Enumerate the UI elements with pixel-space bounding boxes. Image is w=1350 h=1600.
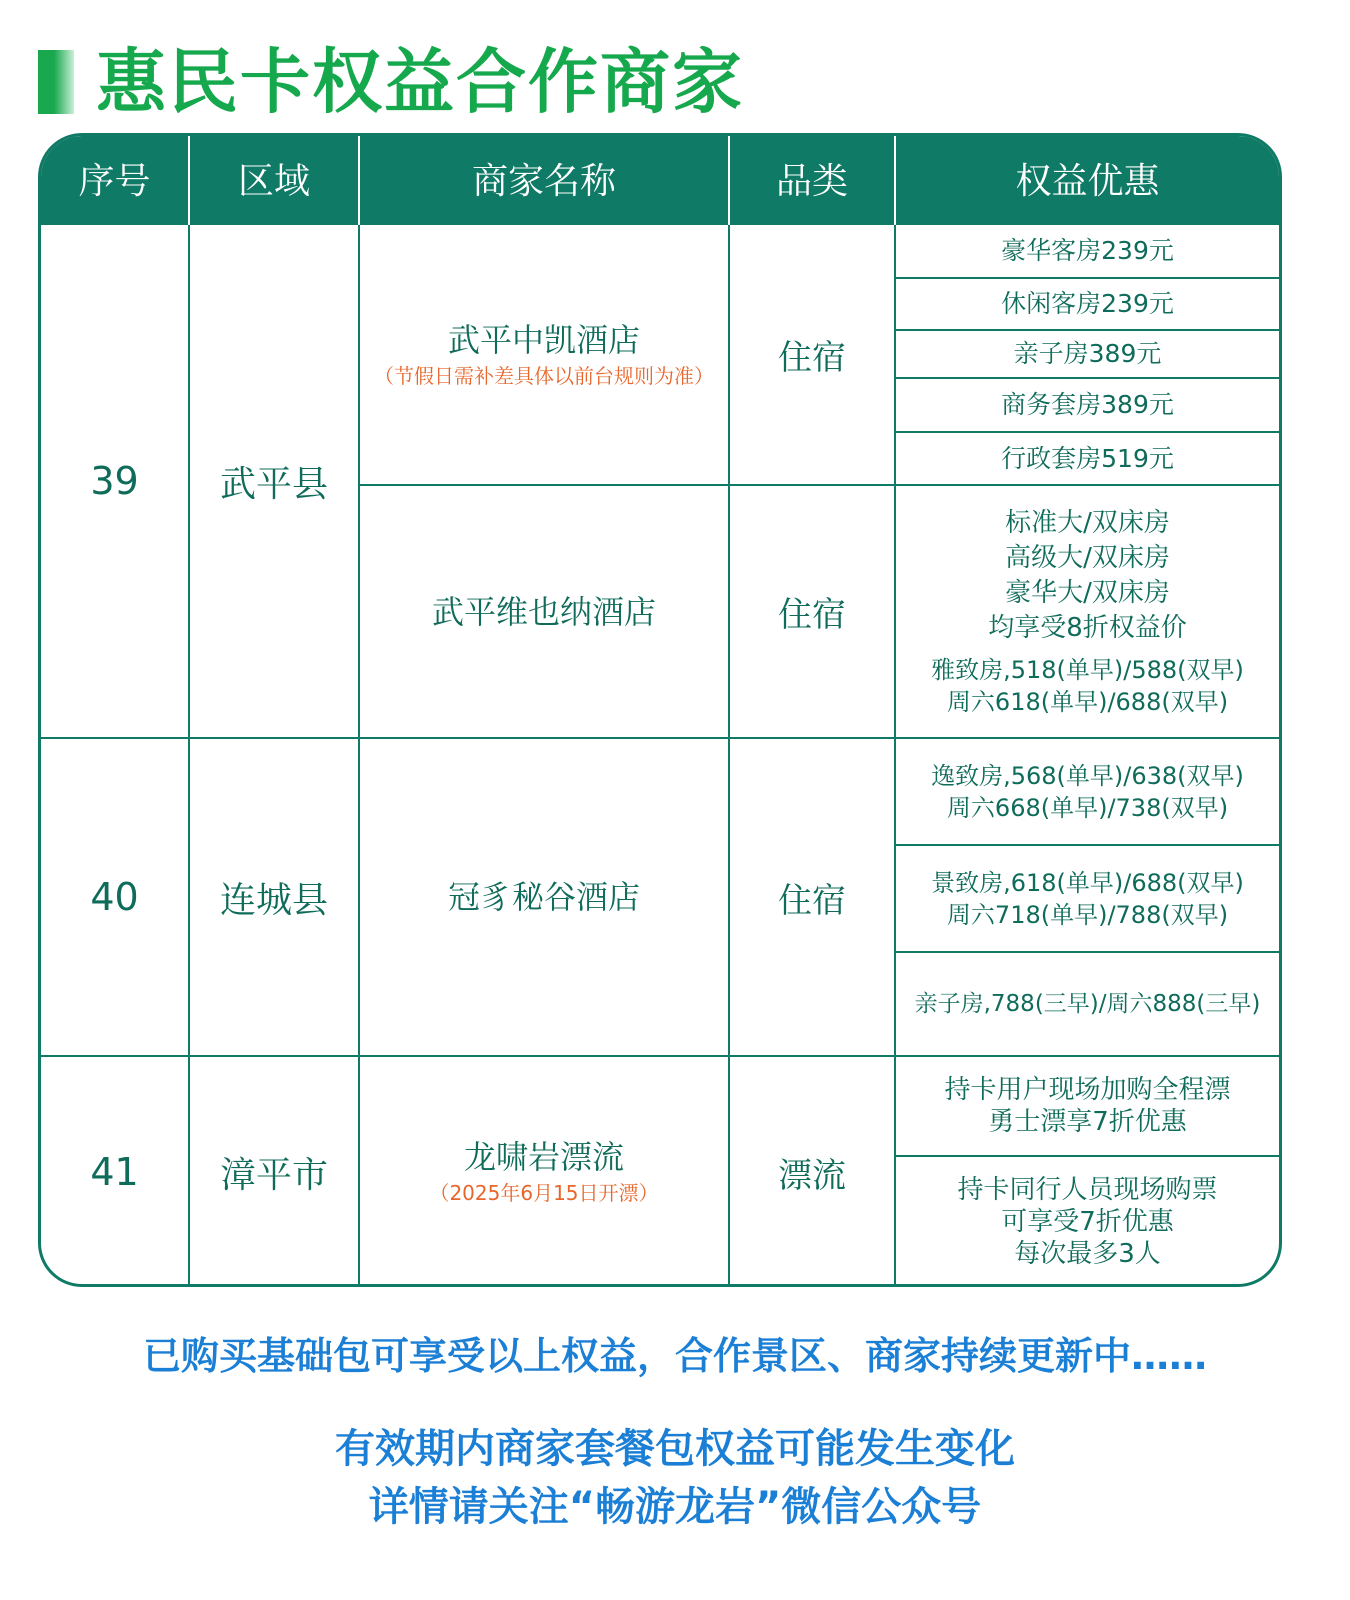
benefit-item: [896, 953, 1279, 1055]
benefit-line: 高级大/双床房: [1005, 542, 1170, 573]
benefit-line: 可享受7折优惠: [1001, 1207, 1174, 1237]
row-region: 连城县: [219, 879, 328, 921]
benefit-line: 景致房,618(单早)/688(双早): [931, 868, 1244, 897]
benefit-line: 每次最多3人: [1014, 1239, 1161, 1269]
merchant-name: 龙啸岩漂流: [463, 1138, 624, 1176]
category-cell: 住宿: [778, 880, 846, 921]
benefit-item: [896, 1057, 1279, 1155]
merchant-cell: [360, 1057, 728, 1287]
header-merchant: 商家名称: [360, 136, 730, 225]
benefit-line: 亲子房,788(三早)/周六888(三早): [914, 991, 1261, 1017]
benefit-block: [896, 486, 1279, 737]
table-header: [41, 136, 1279, 225]
benefit-item: 休闲客房239元: [1001, 289, 1174, 318]
benefit-item: [896, 739, 1279, 844]
footer-line: 详情请关注“畅游龙岩”微信公众号: [368, 1484, 982, 1530]
category-cell: 住宿: [778, 338, 846, 378]
benefit-line: 均享受8折权益价: [988, 612, 1187, 643]
benefit-item: 豪华客房239元: [1001, 236, 1174, 265]
merchant-name: 武平中凯酒店: [447, 320, 640, 359]
benefit-item: [896, 1157, 1279, 1287]
merchant-note: （2025年6月15日开漂）: [429, 1181, 659, 1205]
benefit-line: 豪华大/双床房: [1005, 577, 1170, 608]
row-index: 40: [90, 875, 139, 919]
header-index: 序号: [41, 136, 190, 225]
header-region: 区域: [190, 136, 360, 225]
benefit-item: 商务套房389元: [1001, 390, 1174, 419]
category-cell: 住宿: [778, 595, 846, 635]
category-cell: 漂流: [778, 1155, 846, 1196]
benefit-line: 雅致房,518(单早)/588(双早): [931, 655, 1244, 684]
row-region: 武平县: [219, 463, 328, 505]
benefit-item: 亲子房389元: [1013, 339, 1162, 368]
benefit-line: 周六718(单早)/788(双早): [946, 900, 1229, 929]
benefit-line: 逸致房,568(单早)/638(双早): [931, 761, 1244, 790]
row-index: 39: [90, 459, 139, 503]
header-category: 品类: [730, 136, 896, 225]
benefit-line: 标准大/双床房: [1005, 507, 1170, 538]
benefit-item: [896, 846, 1279, 951]
merchant-note: （节假日需补差具体以前台规则为准）: [374, 363, 714, 388]
merchant-name: 冠豸秘谷酒店: [447, 878, 640, 916]
page-title: 惠民卡权益合作商家: [96, 41, 744, 123]
title-accent-bar: [38, 50, 74, 114]
benefit-line: 持卡同行人员现场购票: [957, 1175, 1218, 1205]
header-benefits: 权益优惠: [1015, 161, 1160, 202]
benefit-line: 勇士漂享7折优惠: [988, 1107, 1187, 1137]
row-index: 41: [90, 1150, 139, 1194]
footer-line: 有效期内商家套餐包权益可能发生变化: [335, 1426, 1015, 1472]
benefit-line: 持卡用户现场加购全程漂: [944, 1075, 1231, 1105]
merchant-table: [38, 133, 1282, 1287]
footer-info: [0, 1420, 1350, 1536]
merchant-cell: [360, 225, 728, 484]
benefit-line: 周六618(单早)/688(双早): [946, 687, 1229, 716]
footer-notice: 已购买基础包可享受以上权益，合作景区、商家持续更新中……: [142, 1334, 1207, 1378]
page-header: [38, 40, 938, 123]
row-region: 漳平市: [219, 1154, 328, 1196]
benefit-item: 行政套房519元: [1001, 443, 1174, 473]
merchant-name: 武平维也纳酒店: [431, 592, 656, 631]
benefit-line: 周六668(单早)/738(双早): [946, 793, 1229, 822]
